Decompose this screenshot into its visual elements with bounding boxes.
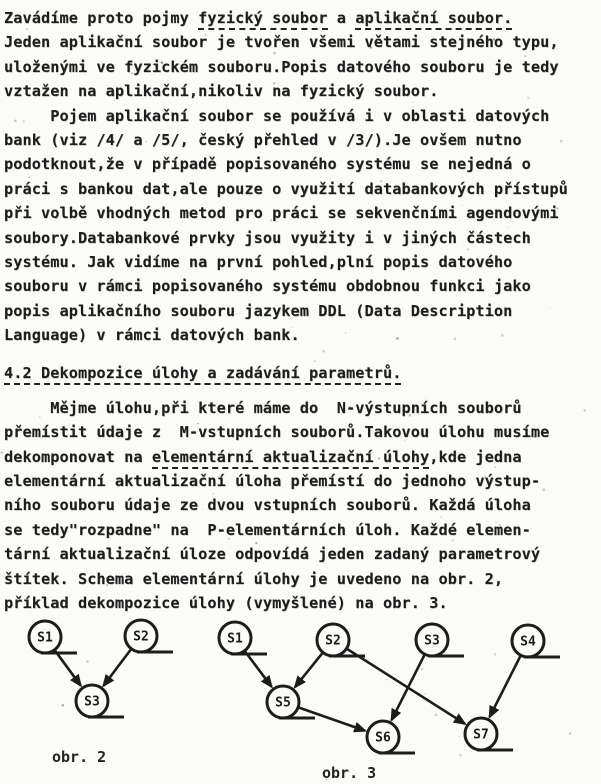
arrow-S3-to-S6 — [392, 655, 425, 720]
text-segment: Mějme úlohu,při které máme do N-výstupních souborů — [4, 398, 522, 417]
underlined-text: 4.2 Dekompozice úlohy a zadávání parametrů. — [4, 364, 401, 385]
figure-caption: obr. 2 — [52, 748, 107, 766]
text-segment: se tedy"rozpadne" na P-elementárních úloh. Každé elemen- — [4, 520, 531, 539]
text-segment: při volbě vhodných metod pro práci se sekvenčními agendovými — [4, 204, 559, 223]
text-segment: tární aktualizační úloze odpovídá jeden zadaný parametrový — [4, 545, 541, 564]
figure-obr-3 — [219, 622, 560, 782]
arrow-S2-to-S5 — [295, 653, 322, 687]
tape-node-S2 — [125, 620, 173, 652]
arrow-S1-to-S5 — [245, 652, 271, 687]
text-segment: Language) v rámci datových bank. — [4, 326, 300, 345]
node-label: S3 — [84, 694, 100, 710]
arrow-S2-to-S7 — [347, 649, 465, 724]
arrow-S2-to-S3 — [103, 650, 130, 686]
tape-node-S5 — [267, 686, 315, 718]
node-label: S7 — [473, 727, 489, 743]
text-segment: soubory.Databankové prvky jsou využity i v jiných částech — [4, 228, 531, 247]
node-label: S5 — [275, 695, 291, 711]
tape-node-S3 — [76, 685, 124, 717]
text-segment: Zavádíme proto pojmy — [4, 9, 199, 27]
text-segment: štítek. Schema elementární úlohy je uvedeno na obr. 2, — [4, 569, 504, 588]
text-segment: popis aplikačního souboru jazykem DDL (Data Description — [4, 301, 513, 320]
underlined-text: elementární aktualizační úlohy — [152, 448, 429, 469]
text-segment: přemístit údaje z M-vstupních souborů.Takovou úlohu musíme — [4, 423, 550, 442]
node-label: S2 — [133, 629, 149, 645]
underlined-text: fyzický soubor — [198, 9, 327, 30]
node-label: S4 — [520, 634, 536, 650]
text-segment: Jeden aplikační soubor je tvořen všemi větami stejného typu, — [4, 33, 559, 52]
tape-node-S1 — [219, 622, 267, 654]
text-segment: ního souboru údaje ze dvou vstupních souborů. Každá úloha — [4, 496, 531, 515]
text-segment: systému. Jak vidíme na první pohled,plní popis datového — [4, 252, 513, 271]
arrow-S4-to-S7 — [490, 656, 521, 717]
text-segment: ,kde jedna — [429, 447, 522, 466]
scan-noise-speckles — [1, 18, 586, 781]
text-segment: Pojem aplikační soubor se používá i v oblasti datových — [4, 106, 550, 125]
node-label: S6 — [375, 730, 391, 746]
tape-node-S2 — [317, 624, 365, 656]
text-segment: vztažen na aplikační,nikoliv na fyzický soubor. — [4, 82, 439, 101]
text-segment: uloženými ve fyzickém souboru.Popis datového souboru je tedy — [4, 57, 559, 76]
figure-caption: obr. 3 — [322, 764, 377, 782]
tape-node-S6 — [367, 721, 415, 753]
tape-node-S1 — [29, 621, 77, 653]
text-segment: dekomponovat na — [4, 447, 152, 466]
text-segment: elementární aktualizační úloha přemístí do jednoho výstup- — [4, 472, 541, 491]
tape-node-S3 — [416, 624, 464, 656]
text-segment: bank (viz /4/ a /5/, český přehled v /3/).Je ovšem nutno — [4, 130, 522, 149]
node-label: S2 — [325, 633, 341, 649]
text-segment: příklad dekompozice úlohy (vymyšlené) na obr. 3. — [4, 593, 448, 612]
text-segment: a — [327, 9, 356, 27]
node-label: S1 — [227, 631, 243, 647]
arrow-S1-to-S3 — [55, 651, 81, 686]
tape-node-S4 — [512, 625, 560, 657]
node-label: S1 — [37, 630, 53, 646]
text-segment: podotknout,že v případě popisovaného systému se nejedná o — [4, 155, 531, 174]
text-segment: práci s bankou dat,ale pouze o využití databankových přístupů — [4, 179, 568, 198]
figure-obr-2 — [29, 620, 173, 766]
text-segment: souboru v rámci popisovaného systému obdobnou funkci jako — [4, 277, 531, 296]
tape-node-S7 — [465, 718, 513, 750]
node-label: S3 — [424, 633, 440, 649]
underlined-text: aplikační soubor. — [355, 9, 512, 30]
